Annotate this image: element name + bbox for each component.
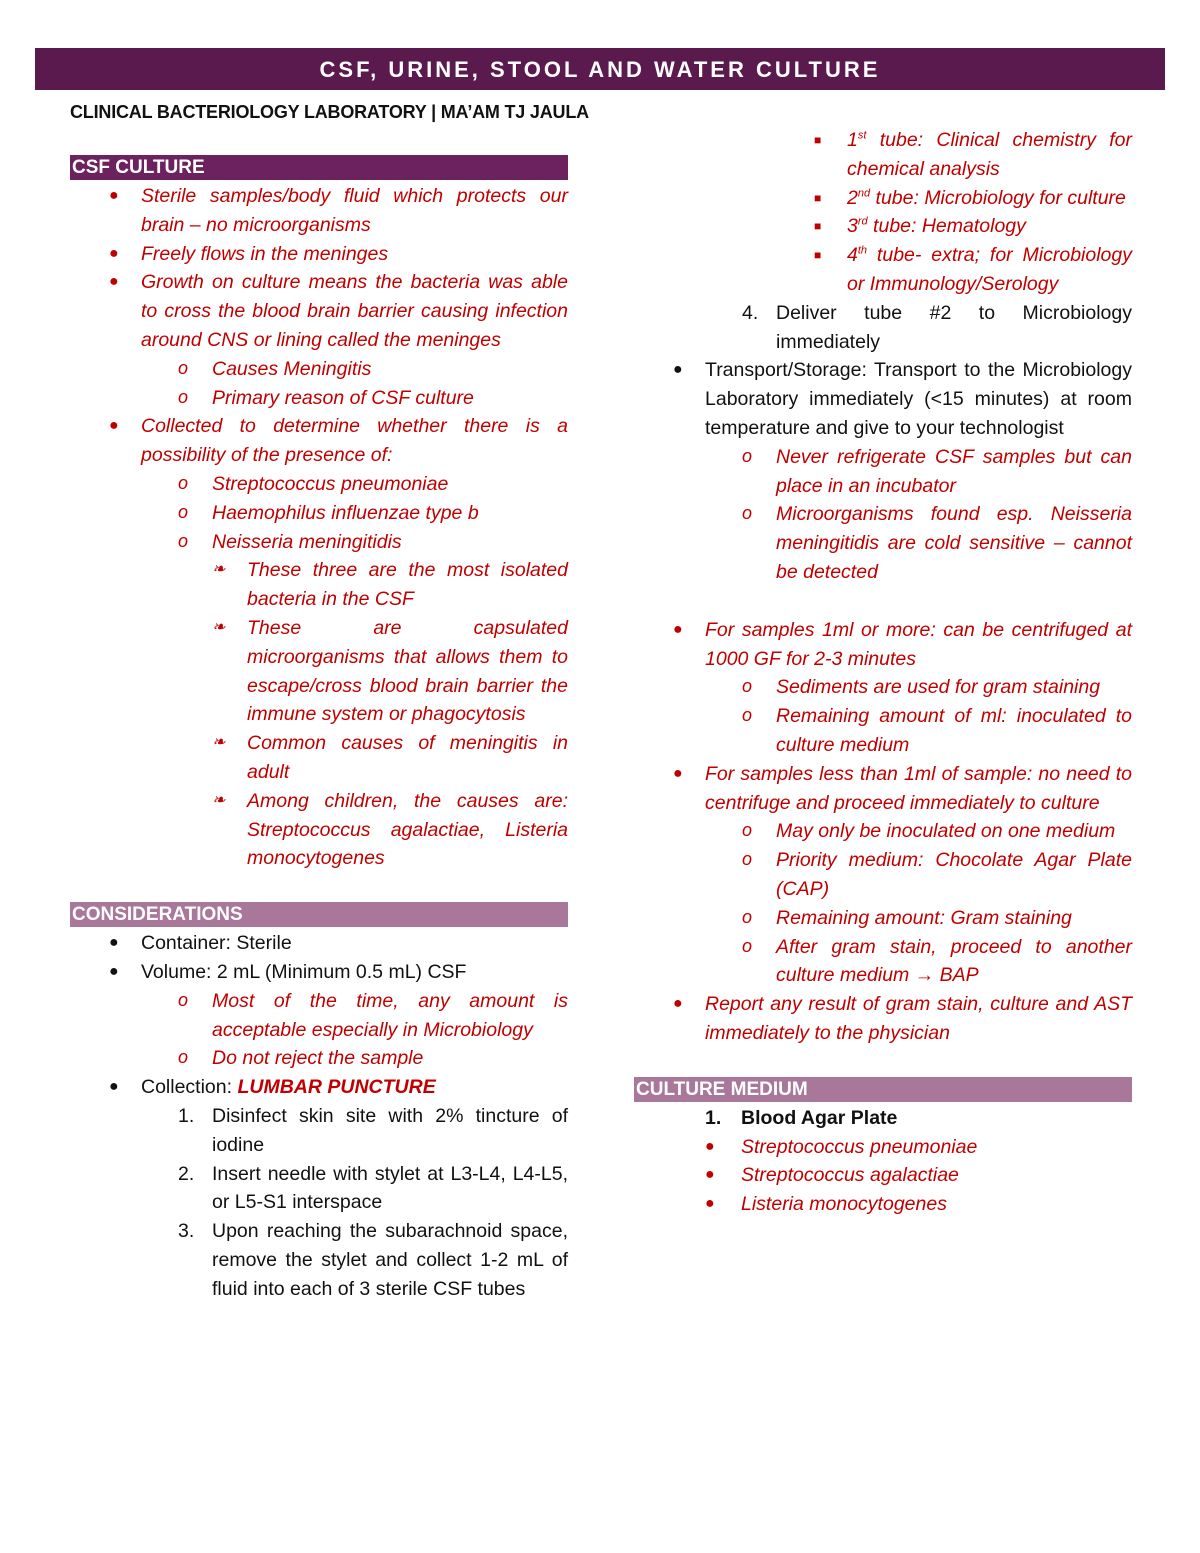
circle-bullet-icon: o — [742, 906, 753, 927]
considerations-list — [70, 929, 568, 1303]
list-item: ■ 3rd tube: Hematology — [634, 212, 1132, 241]
list-item: ❧ Among children, the causes are: Streptococcus agalactiae, Listeria monocytogenes — [70, 787, 568, 873]
flourish-bullet-icon: ❧ — [212, 791, 226, 809]
bullet-icon: ● — [705, 1166, 715, 1184]
list-item: ● Freely flows in the meninges — [70, 240, 568, 269]
list-item: ❧ Common causes of meningitis in adult — [70, 729, 568, 787]
list-item: o Remaining amount: Gram staining — [634, 904, 1132, 933]
circle-bullet-icon: o — [178, 530, 189, 551]
circle-bullet-icon: o — [178, 472, 189, 493]
flourish-bullet-icon: ❧ — [212, 618, 226, 636]
square-bullet-icon: ■ — [814, 133, 822, 147]
square-bullet-icon: ■ — [814, 248, 822, 263]
section-heading-considerations: CONSIDERATIONS — [70, 902, 568, 927]
list-item: ● For samples less than 1ml of sample: no need to centrifuge and proceed immediately to culture — [634, 760, 1132, 818]
section-heading-csf-culture: CSF CULTURE — [70, 155, 568, 180]
bullet-icon: ● — [673, 620, 683, 638]
bullet-icon: ● — [673, 995, 683, 1013]
bullet-icon: ● — [109, 273, 119, 291]
bullet-icon: ● — [705, 1137, 715, 1155]
circle-bullet-icon: o — [178, 1047, 189, 1068]
bullet-icon: ● — [109, 1078, 119, 1096]
list-item: ■ 2nd tube: Microbiology for culture — [634, 184, 1132, 213]
circle-bullet-icon: o — [742, 820, 753, 841]
list-item: ● Report any result of gram stain, culture and AST immediately to the physician — [634, 990, 1132, 1048]
bullet-icon: ● — [109, 187, 119, 204]
right-column — [634, 126, 1132, 1219]
circle-bullet-icon: o — [742, 935, 753, 956]
document-title-banner: CSF, URINE, STOOL AND WATER CULTURE — [35, 48, 1165, 90]
circle-bullet-icon: o — [742, 849, 753, 870]
list-item: o Causes Meningitis — [70, 355, 568, 384]
bullet-icon: ● — [109, 417, 119, 435]
list-item: o Do not reject the sample — [70, 1044, 568, 1073]
list-item: 1. Blood Agar Plate — [634, 1104, 1132, 1133]
circle-bullet-icon: o — [742, 445, 753, 466]
list-item: ● Transport/Storage: Transport to the Microbiology Laboratory immediately (<15 minutes) at room temperature and give to your technologist — [634, 356, 1132, 442]
bullet-icon: ● — [109, 934, 119, 952]
step-number: 2. — [178, 1162, 195, 1185]
tube-list — [634, 126, 1132, 356]
list-item: ❧ These are capsulated microorganisms that allows them to escape/cross blood brain barrier the immune system or phagocytosis — [70, 614, 568, 729]
list-item: o After gram stain, proceed to another culture medium → BAP — [634, 933, 1132, 991]
list-item: ❧ These three are the most isolated bacteria in the CSF — [70, 556, 568, 614]
list-item: ● Volume: 2 mL (Minimum 0.5 mL) CSF — [70, 958, 568, 987]
list-item: o Remaining amount of ml: inoculated to culture medium — [634, 702, 1132, 760]
list-item: ● Streptococcus pneumoniae — [634, 1133, 1132, 1162]
circle-bullet-icon: o — [178, 501, 189, 522]
list-item: o May only be inoculated on one medium — [634, 817, 1132, 846]
square-bullet-icon: ■ — [814, 219, 822, 234]
list-item: o Priority medium: Chocolate Agar Plate (CAP) — [634, 846, 1132, 904]
list-item: ● Streptococcus agalactiae — [634, 1161, 1132, 1190]
circle-bullet-icon: o — [178, 989, 189, 1010]
list-item: o Streptococcus pneumoniae — [70, 470, 568, 499]
circle-bullet-icon: o — [742, 705, 753, 726]
list-item: o Haemophilus influenzae type b — [70, 499, 568, 528]
list-item: ● Listeria monocytogenes — [634, 1190, 1132, 1219]
list-item: ● Growth on culture means the bacteria was able to cross the blood brain barrier causing infection around CNS or lining called the meninges — [70, 268, 568, 354]
sample-processing-list — [634, 616, 1132, 1048]
list-item: o Never refrigerate CSF samples but can place in an incubator — [634, 443, 1132, 501]
list-item: ■ 4th tube- extra; for Microbiology or Immunology/Serology — [634, 241, 1132, 299]
step-number: 4. — [742, 301, 759, 324]
list-item: o Primary reason of CSF culture — [70, 384, 568, 413]
list-item: ● For samples 1ml or more: can be centrifuged at 1000 GF for 2-3 minutes — [634, 616, 1132, 674]
section-heading-culture-medium: CULTURE MEDIUM — [634, 1077, 1132, 1102]
list-item: o Most of the time, any amount is acceptable especially in Microbiology — [70, 987, 568, 1045]
csf-culture-list — [70, 182, 568, 873]
step-number: 3. — [178, 1220, 195, 1243]
square-bullet-icon: ■ — [814, 190, 822, 205]
flourish-bullet-icon: ❧ — [212, 561, 226, 579]
list-item: ● Collected to determine whether there is a possibility of the presence of: — [70, 412, 568, 470]
bullet-icon: ● — [109, 244, 119, 262]
flourish-bullet-icon: ❧ — [212, 734, 226, 752]
bullet-icon: ● — [705, 1195, 715, 1213]
circle-bullet-icon: o — [178, 386, 189, 407]
list-item: ■ 1st tube: Clinical chemistry for chemical analysis — [634, 126, 1132, 184]
collection-method: LUMBAR PUNCTURE — [237, 1076, 436, 1099]
list-item: 3. Upon reaching the subarachnoid space, remove the stylet and collect 1-2 mL of fluid into each of 3 sterile CSF tubes — [70, 1217, 568, 1303]
list-item: o Microorganisms found esp. Neisseria meningitidis are cold sensitive – cannot be detected — [634, 500, 1132, 586]
list-item: o Sediments are used for gram staining — [634, 673, 1132, 702]
list-item: ● Sterile samples/body fluid which protects our brain – no microorganisms — [70, 182, 568, 240]
transport-list — [634, 356, 1132, 586]
bullet-icon: ● — [673, 361, 683, 379]
list-item: 4. Deliver tube #2 to Microbiology immediately — [634, 299, 1132, 357]
circle-bullet-icon: o — [742, 503, 753, 524]
circle-bullet-icon: o — [178, 357, 189, 378]
list-item: 2. Insert needle with stylet at L3-L4, L4-L5, or L5-S1 interspace — [70, 1160, 568, 1218]
step-number: 1. — [178, 1104, 195, 1127]
step-number: 1. — [705, 1106, 722, 1129]
document-subtitle: CLINICAL BACTERIOLOGY LABORATORY | MA’AM TJ JAULA — [70, 102, 589, 122]
list-item: o Neisseria meningitidis — [70, 528, 568, 557]
list-item: ● Collection: LUMBAR PUNCTURE — [70, 1073, 568, 1102]
circle-bullet-icon: o — [742, 676, 753, 697]
list-item: 1. Disinfect skin site with 2% tincture of iodine — [70, 1102, 568, 1160]
list-item: ● Container: Sterile — [70, 929, 568, 958]
bullet-icon: ● — [673, 764, 683, 782]
culture-medium-list — [634, 1104, 1132, 1219]
bullet-icon: ● — [109, 962, 119, 980]
left-column — [70, 155, 568, 1303]
